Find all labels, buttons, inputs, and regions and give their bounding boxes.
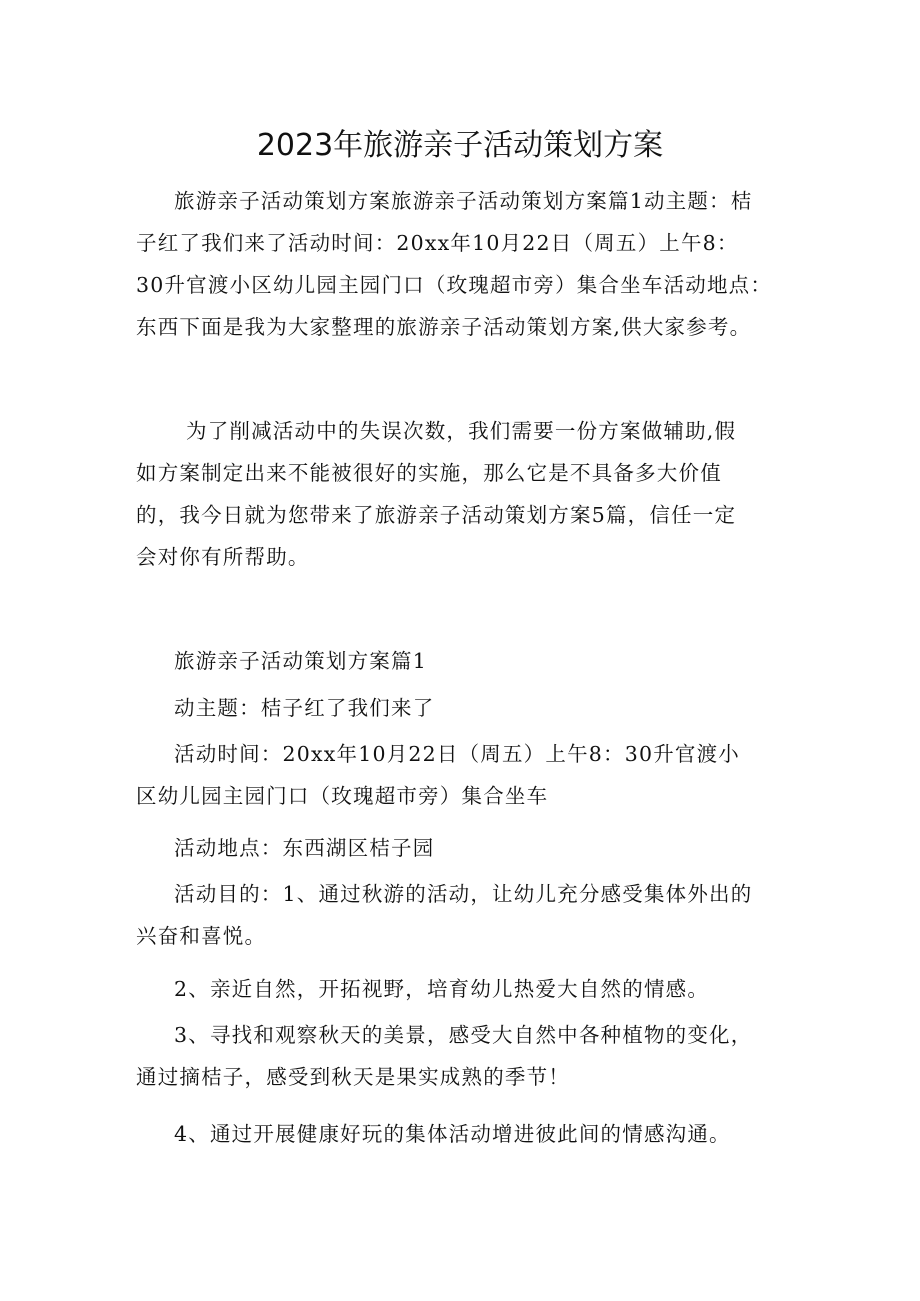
goal1-line-2: 兴奋和喜悦。 xyxy=(136,924,267,948)
time-paragraph xyxy=(136,733,816,817)
preface-line-3: 的，我今日就为您带来了旅游亲子活动策划方案5篇，信任一定 xyxy=(136,503,737,527)
goal3-paragraph xyxy=(136,1014,816,1098)
preface-line-1: 为了削减活动中的失误次数，我们需要一份方案做辅助,假 xyxy=(186,419,737,443)
time-line-2: 区幼儿园主园门口（玫瑰超市旁）集合坐车 xyxy=(136,784,549,808)
goal1-line-1: 活动目的：1、通过秋游的活动，让幼儿充分感受集体外出的 xyxy=(174,882,753,906)
theme-paragraph xyxy=(136,687,816,729)
preface-line-4: 会对你有所帮助。 xyxy=(136,545,310,569)
section-title-paragraph xyxy=(136,640,816,682)
goal3-line-2: 通过摘桔子，感受到秋天是果实成熟的季节！ xyxy=(136,1065,570,1089)
goal4-line: 4、通过开展健康好玩的集体活动增进彼此间的情感沟通。 xyxy=(174,1122,731,1146)
goal1-paragraph xyxy=(136,873,816,957)
time-line-1: 活动时间：20xx年10月22日（周五）上午8：30升官渡小 xyxy=(174,742,741,766)
intro-line-4: 东西下面是我为大家整理的旅游亲子活动策划方案,供大家参考。 xyxy=(136,315,752,339)
intro-line-2: 子红了我们来了活动时间：20xx年10月22日（周五）上午8： xyxy=(136,231,739,255)
goal2-line: 2、亲近自然，开拓视野，培育幼儿热爱大自然的情感。 xyxy=(174,977,710,1001)
place-line: 活动地点：东西湖区桔子园 xyxy=(174,836,435,860)
intro-paragraph xyxy=(136,180,816,348)
section-title: 旅游亲子活动策划方案篇1 xyxy=(174,649,427,673)
intro-line-1: 旅游亲子活动策划方案旅游亲子活动策划方案篇1动主题：桔 xyxy=(174,189,753,213)
goal4-paragraph xyxy=(136,1113,816,1155)
intro-line-3: 30升官渡小区幼儿园主园门口（玫瑰超市旁）集合坐车活动地点： xyxy=(136,273,773,297)
goal3-line-1: 3、寻找和观察秋天的美景，感受大自然中各种植物的变化， xyxy=(174,1023,753,1047)
theme-line: 动主题：桔子红了我们来了 xyxy=(174,696,435,720)
goal2-paragraph xyxy=(136,968,816,1010)
page-title: 2023年旅游亲子活动策划方案 xyxy=(256,128,664,163)
place-paragraph xyxy=(136,827,816,869)
preface-line-2: 如方案制定出来不能被很好的实施，那么它是不具备多大价值 xyxy=(136,461,722,485)
preface-paragraph xyxy=(136,410,816,578)
